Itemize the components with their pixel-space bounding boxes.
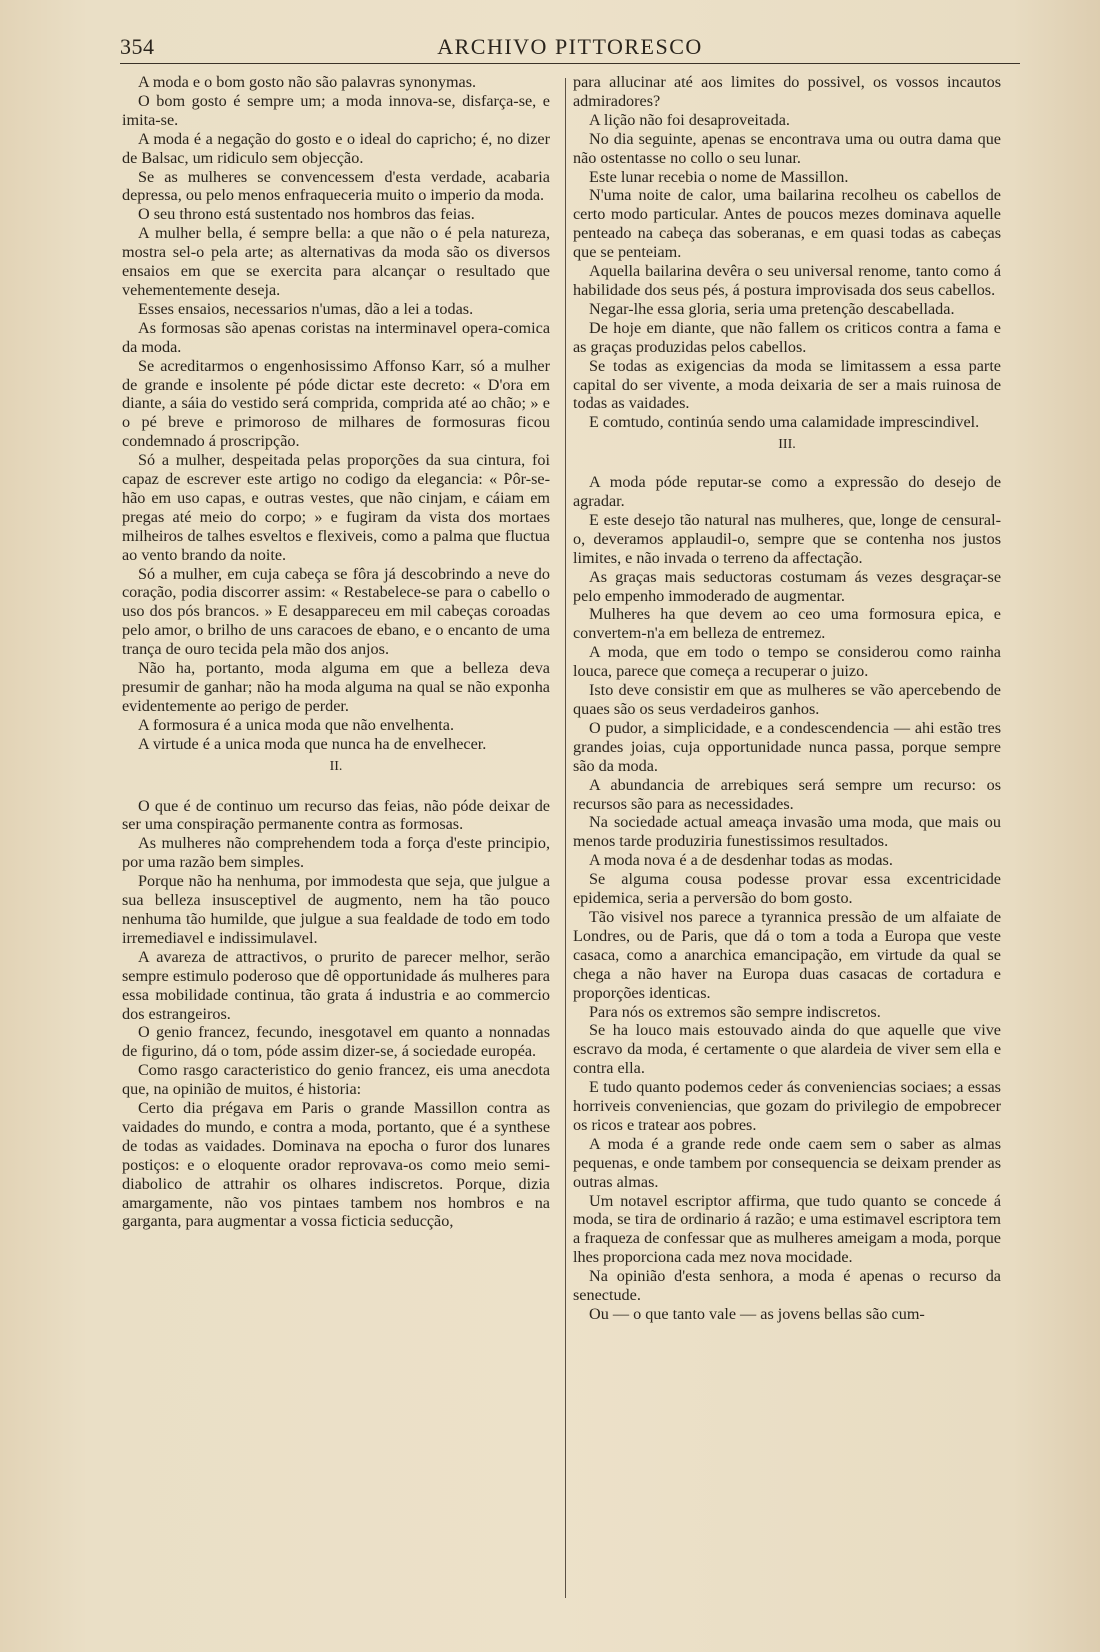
paragraph: As formosas são apenas coristas na interminavel opera-comica da moda. [122, 318, 550, 356]
paragraph: A moda e o bom gosto não são palavras synonymas. [138, 73, 477, 91]
paragraph: O genio francez, fecundo, inesgotavel em quanto a nonnadas de figurino, dá o tom, póde assim dizer-se, á sociedade européa. [122, 1023, 550, 1061]
paragraph: O seu throno está sustentado nos hombros das feias. [138, 205, 475, 224]
paragraph: Para nós os extremos são sempre indiscretos. [589, 1002, 881, 1021]
paragraph: E comtudo, continúa sendo uma calamidade imprescindivel. [589, 413, 980, 432]
paragraph: O pudor, a simplicidade, e a condescendencia — ahi estão tres grandes joias, cuja opportunidade nunca passa, porque sempre são da moda. [573, 718, 1001, 775]
paragraph: Só a mulher, em cuja cabeça se fôra já descobrindo a neve do coração, podia discorrer assim: « Restabelece-se para o cabello o uso dos pós brancos. » E desappareceu em mil cabeças coroadas pelo amor, o brilho de uns caracoes de ebano, e o encanto de uma trança de ouro tecida pela mão dos anjos. [122, 564, 550, 659]
running-title: ARCHIVO PITTORESCO [437, 34, 703, 59]
paragraph: As mulheres não comprehendem toda a força d'este principio, por uma razão bem simples. [122, 834, 550, 872]
paragraph: A moda, que em todo o tempo se considerou como rainha louca, parece que começa a recuperar o juizo. [573, 643, 1001, 681]
paragraph: Se alguma cousa podesse provar essa excentricidade epidemica, seria a perversão do bom gosto. [573, 870, 1001, 908]
paragraph: E este desejo tão natural nas mulheres, que, longe de censural-o, deveramos applaudil-o, sempre que se contenha nos justos limites, e não invada o terreno da affectação. [573, 510, 1001, 567]
section-heading: III. [778, 437, 796, 453]
paragraph: Na opinião d'esta senhora, a moda é apenas o recurso da senectude. [573, 1267, 1001, 1305]
right-column [573, 73, 1001, 1324]
left-column [122, 73, 550, 1231]
paragraph: Tão visivel nos parece a tyrannica pressão de um alfaiate de Londres, ou de Paris, que dá o tom a toda a Europa que veste casaca, como a anarchica emancipação, em virtude da qual se chega a não haver na Europa duas casacas de cortadura e proporções identicas. [573, 907, 1001, 1002]
paragraph: Certo dia prégava em Paris o grande Massillon contra as vaidades do mundo, e contra a moda, portanto, que é a synthese de todas as vaidades. Dominava na epocha o furor dos lunares postiços: e o eloquente orador reprovava-os como meio semi-diabolico de attrahir os olhares indiscretos. Porque, dizia amargamente, não vos pintaes tambem nos hombros e na garganta, para augmentar a vossa ficticia seducção, [122, 1099, 550, 1231]
paragraph: As graças mais seductoras costumam ás vezes desgraçar-se pelo empenho immoderado de augmentar. [573, 567, 1001, 605]
paragraph: A moda é a grande rede onde caem sem o saber as almas pequenas, e onde tambem por consequencia se deixam prender as outras almas. [573, 1134, 1001, 1191]
paragraph: Negar-lhe essa gloria, seria uma pretenção descabellada. [589, 299, 955, 318]
paragraph: O bom gosto é sempre um; a moda innova-se, disfarça-se, e imita-se. [122, 91, 550, 129]
paragraph: Se as mulheres se convencessem d'esta verdade, acabaria depressa, ou pelo menos enfraqueceria muito o imperio da moda. [122, 167, 550, 205]
section-heading: II. [329, 758, 343, 774]
page-header [120, 30, 1020, 64]
paragraph: A virtude é a unica moda que nunca ha de envelhecer. [138, 734, 487, 753]
paragraph: A moda nova é a de desdenhar todas as modas. [589, 851, 893, 870]
paragraph: Ou — o que tanto vale — as jovens bellas são cum- [589, 1305, 925, 1323]
paragraph: Um notavel escriptor affirma, que tudo quanto se concede á moda, se tira de ordinario á razão; e uma estimavel escriptora tem a fraqueza de confessar que as mulheres ameigam a moda, porque lhes proporciona cada mez nova mocidade. [573, 1191, 1001, 1267]
paragraph: Isto deve consistir em que as mulheres se vão apercebendo de quaes são os seus verdadeiros ganhos. [573, 681, 1001, 718]
paragraph: A abundancia de arrebiques será sempre um recurso: os recursos são para as necessidades. [573, 775, 1001, 813]
header-rule [120, 63, 1020, 64]
paragraph: No dia seguinte, apenas se encontrava uma ou outra dama que não ostentasse no collo o seu lunar. [573, 129, 1001, 167]
paragraph: Na sociedade actual ameaça invasão uma moda, que mais ou menos tarde produziria funestissimos resultados. [573, 813, 1001, 851]
paragraph: Se ha louco mais estouvado ainda do que aquelle que vive escravo da moda, é certamente o que alardeia de viver sem ella e contra ella. [573, 1021, 1001, 1078]
paragraph: A mulher bella, é sempre bella: a que não o é pela natureza, mostra sel-o pela arte; as alternativas da moda são os diversos ensaios em que se exercita para alcançar o resultado que vehementemente deseja. [122, 224, 550, 299]
page-number: 354 [120, 34, 155, 59]
paragraph: A avareza de attractivos, o prurito de parecer melhor, serão sempre estimulo poderoso que dê opportunidade ás mulheres para essa mobilidade continua, tão grata á industria e ao commercio dos estrangeiros. [122, 947, 550, 1023]
paragraph: O que é de continuo um recurso das feias, não póde deixar de ser uma conspiração permanente contra as formosas. [122, 796, 550, 834]
paragraph: A lição não foi desaproveitada. [589, 110, 790, 129]
paragraph: A moda é a negação do gosto e o ideal do capricho; é, no dizer de Balsac, um ridiculo sem objecção. [122, 129, 550, 167]
paragraph: E tudo quanto podemos ceder ás conveniencias sociaes; a essas horriveis conveniencias, que gozam do privilegio de empobrecer os ricos e tratear aos pobres. [573, 1078, 1001, 1134]
paragraph: Só a mulher, despeitada pelas proporções da sua cintura, foi capaz de escrever este artigo no codigo da elegancia: « Pôr-se-hão em uso capas, e outras vestes, que não cinjam, e cáiam em pregas até meio do corpo; » e fugiram da vista dos mortaes milheiros de talhes esveltos e flexiveis, como a palma que fluctua ao vento brando da noite. [122, 451, 550, 564]
paragraph: Esses ensaios, necessarios n'umas, dão a lei a todas. [138, 299, 474, 318]
paragraph: N'uma noite de calor, uma bailarina recolheu os cabellos de certo modo particular. Antes de poucos mezes dominava aquelle penteado na cabeça das soberanas, e em quasi todas as cabeças que se penteiam. [573, 186, 1001, 262]
paragraph: Aquella bailarina devêra o seu universal renome, tanto como á habilidade dos seus pés, á postura improvisada dos seus cabellos. [573, 262, 1001, 299]
paragraph: Porque não ha nenhuma, por immodesta que seja, que julgue a sua belleza insusceptivel de augmento, nem ha tão pouco nenhuma tão humilde, que julgue a sua fealdade de todo em todo irremediavel e indissimulavel. [122, 872, 550, 947]
paragraph: Este lunar recebia o nome de Massillon. [589, 167, 849, 186]
paragraph: para allucinar até aos limites do possivel, os vossos incautos admiradores? [573, 73, 1001, 110]
paragraph: Se todas as exigencias da moda se limitassem a essa parte capital do ser vivente, a moda deixaria de ser a mais ruinosa de todas as vaidades. [573, 356, 1001, 413]
paragraph: A moda póde reputar-se como a expressão do desejo de agradar. [573, 473, 1001, 511]
paragraph: Mulheres ha que devem ao ceo uma formosura epica, e convertem-n'a em belleza de entremez. [573, 605, 1001, 643]
paragraph: A formosura é a unica moda que não envelhenta. [138, 715, 454, 734]
paragraph: Não ha, portanto, moda alguma em que a belleza deva presumir de ganhar; não ha moda alguma na qual se não exponha evidentemente ao perigo de perder. [122, 659, 550, 715]
paragraph: De hoje em diante, que não fallem os criticos contra a fama e as graças produzidas pelos cabellos. [573, 318, 1001, 356]
column-divider [565, 78, 566, 1598]
paragraph: Se acreditarmos o engenhosissimo Affonso Karr, só a mulher de grande e insolente pé póde dictar este decreto: « D'ora em diante, a sáia do vestido será comprida, comprida até ao chão; » e o pé breve e primoroso de milhares de formosuras ficou condemnado á proscripção. [122, 356, 550, 451]
paragraph: Como rasgo caracteristico do genio francez, eis uma anecdota que, na opinião de muitos, é historia: [122, 1061, 550, 1099]
